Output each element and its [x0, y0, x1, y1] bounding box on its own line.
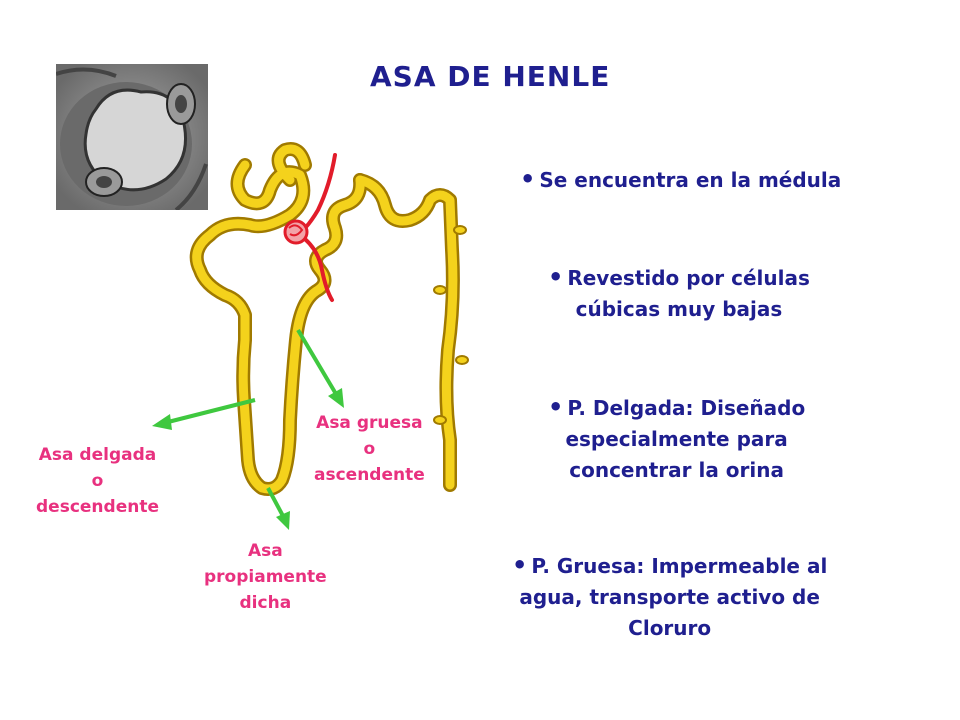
bullet-thick-line-3: Cloruro — [628, 616, 712, 640]
label-descending-line-2: o — [91, 471, 104, 491]
arrow-proper — [268, 488, 290, 530]
glomerulus — [285, 221, 307, 243]
bullet-lining — [548, 262, 810, 325]
arrow-ascending — [298, 330, 344, 408]
bullet-location — [520, 164, 841, 196]
label-proper-line-2: propiamente — [204, 567, 327, 587]
label-ascending-line-1: Asa gruesa — [316, 413, 423, 433]
bullet-lining-line-2: cúbicas muy bajas — [575, 297, 783, 321]
bullet-location-text: Se encuentra en la médula — [539, 168, 842, 192]
label-ascending-line-3: ascendente — [314, 465, 425, 485]
label-descending-line-3: descendente — [36, 497, 159, 517]
bullet-dot-icon: • — [548, 263, 564, 291]
bullet-thick-part — [512, 550, 827, 644]
label-proper — [204, 538, 327, 616]
label-proper-line-1: Asa — [247, 541, 283, 561]
label-descending — [36, 442, 159, 520]
page-title: ASA DE HENLE — [370, 60, 611, 93]
bullet-thin-line-2: especialmente para — [565, 427, 788, 451]
label-ascending-line-2: o — [363, 439, 376, 459]
label-proper-line-3: dicha — [239, 593, 292, 613]
bullet-thin-part — [548, 392, 805, 486]
bullet-thin-line-3: concentrar la orina — [569, 458, 784, 482]
bullet-dot-icon: • — [512, 551, 528, 579]
bullet-dot-icon: • — [520, 165, 536, 193]
bullet-dot-icon: • — [548, 393, 564, 421]
label-ascending — [314, 410, 425, 488]
bullet-thin-line-1: P. Delgada: Diseñado — [567, 396, 806, 420]
bullet-thick-line-1: P. Gruesa: Impermeable al — [531, 554, 828, 578]
bullet-lining-line-1: Revestido por células — [567, 266, 810, 290]
label-descending-line-1: Asa delgada — [38, 445, 157, 465]
bullet-thick-line-2: agua, transporte activo de — [519, 585, 820, 609]
